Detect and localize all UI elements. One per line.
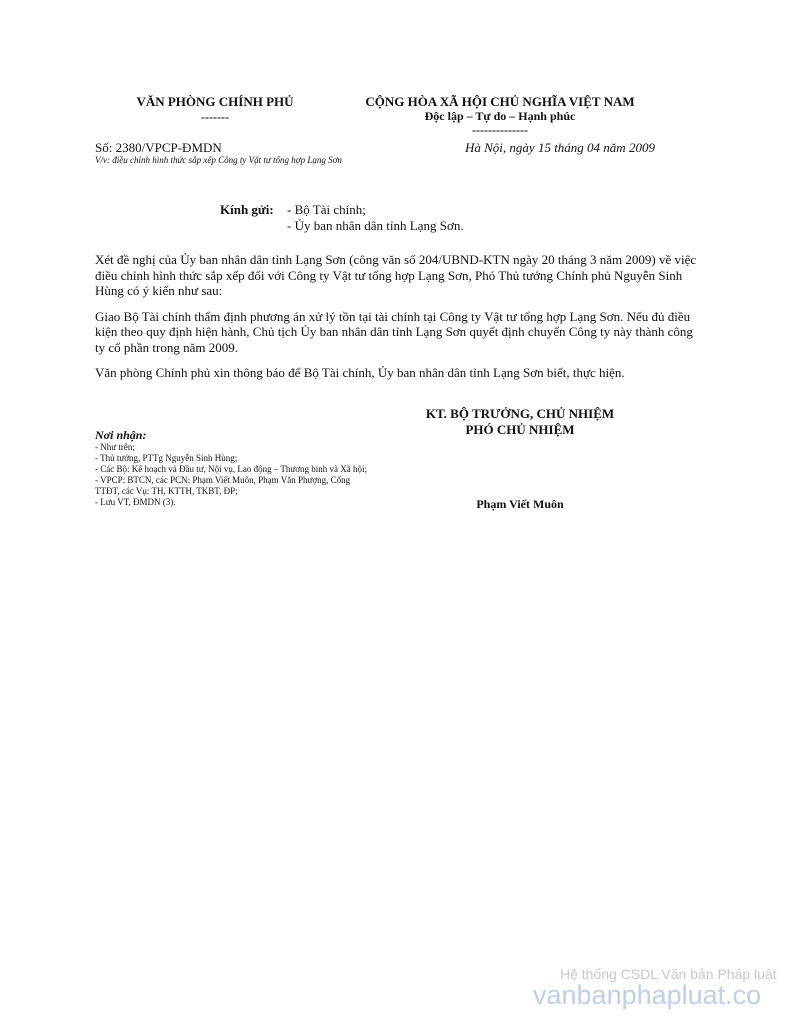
recipient-item: - Bộ Tài chính; (287, 202, 366, 217)
issuing-organization: VĂN PHÒNG CHÍNH PHỦ (136, 94, 294, 109)
noi-nhan-item: - Thủ tướng, PTTg Nguyễn Sinh Hùng; (95, 453, 238, 463)
noi-nhan-item: - Các Bộ: Kế hoạch và Đầu tư, Nội vụ, Lao động – Thương binh và Xã hội; (95, 464, 368, 474)
motto-divider: -------------- (472, 123, 528, 137)
watermark-site: vanbanphapluat.co (533, 980, 762, 1010)
kinh-gui-label: Kính gửi: (220, 202, 274, 217)
kinh-gui-recipients (287, 202, 464, 234)
signature-title: KT. BỘ TRƯỞNG, CHỦ NHIỆM (425, 406, 615, 421)
body-paragraph: Giao Bộ Tài chính thẩm định phương án xử lý tồn tại tài chính tại Công ty Vật tư tổng hợp Lạng Sơn. Nếu đủ điều kiện theo quy định hiện hành, Chủ tịch Ủy ban nhân dân tỉnh Lạng Sơn quyết định chuyển Công ty này thành công ty cổ phần trong năm 2009. (95, 308, 693, 355)
body-paragraph: Văn phòng Chính phủ xin thông báo để Bộ Tài chính, Ủy ban nhân dân tỉnh Lạng Sơn biết, thực hiện. (95, 365, 625, 380)
national-motto: Độc lập – Tự do – Hạnh phúc (424, 109, 576, 123)
recipient-item: - Ủy ban nhân dân tỉnh Lạng Sơn. (287, 218, 464, 233)
watermark-caption: Hệ thống CSDL Văn bản Pháp luật (560, 966, 777, 982)
signature-subtitle: PHÓ CHỦ NHIỆM (465, 422, 575, 437)
organization-divider: ------- (201, 110, 229, 124)
noi-nhan-item: - Như trên; (95, 442, 135, 452)
body-paragraph: Xét đề nghị của Ủy ban nhân dân tỉnh Lạng Sơn (công văn số 204/UBND-KTN ngày 20 tháng 3 năm 2009) về việc điều chỉnh hình thức sắp xếp đối với Công ty Vật tư tổng hợp Lạng Sơn, Phó Thủ tướng Chính phủ Nguyễn Sinh Hùng có ý kiến như sau: (95, 252, 697, 298)
place-and-date: Hà Nội, ngày 15 tháng 04 năm 2009 (465, 140, 655, 155)
noi-nhan-item: - VPCP: BTCN, các PCN: Phạm Viết Muôn, Phạm Văn Phượng, Cổng TTĐT, các Vụ: TH, KTTH, TKBT, ĐP; (95, 475, 351, 496)
document-number: Số: 2380/VPCP-ĐMDN (95, 140, 222, 155)
document-subject: V/v: điều chỉnh hình thức sắp xếp Công ty Vật tư tổng hợp Lạng Sơn (95, 155, 342, 165)
noi-nhan-list (95, 442, 375, 508)
noi-nhan-title: Nơi nhận: (95, 428, 147, 442)
national-title: CỘNG HÒA XÃ HỘI CHỦ NGHĨA VIỆT NAM (365, 94, 635, 109)
signer-name: Phạm Viết Muôn (476, 497, 564, 511)
noi-nhan-item: - Lưu VT, ĐMDN (3). (95, 497, 176, 507)
document-body (95, 252, 705, 391)
